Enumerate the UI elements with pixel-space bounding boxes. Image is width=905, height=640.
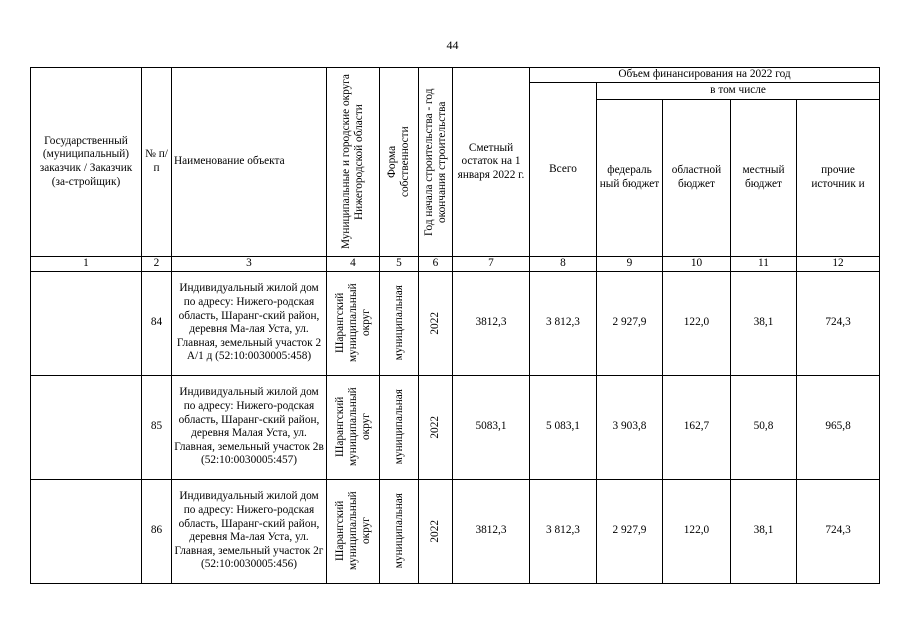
header-total: Всего xyxy=(530,83,597,257)
row-local: 38,1 xyxy=(731,479,797,583)
row-num: 86 xyxy=(142,479,172,583)
header-municipality: Муниципальные и городские округа Нижегородской области xyxy=(340,74,365,250)
header-other: прочие источник и xyxy=(797,100,880,257)
header-ownership: Форма собственности xyxy=(386,126,411,198)
row-years: 2022 xyxy=(429,415,441,439)
row-local: 38,1 xyxy=(731,271,797,375)
col-num-8: 8 xyxy=(530,257,597,272)
column-number-row xyxy=(31,257,880,272)
row-regional: 122,0 xyxy=(663,479,731,583)
table-row xyxy=(31,479,880,583)
row-regional: 162,7 xyxy=(663,375,731,479)
row-municipality: Шарангский муниципальный округ xyxy=(333,283,372,363)
header-num: № п/п xyxy=(142,68,172,257)
header-row-1 xyxy=(31,68,880,83)
header-years: Год начала строительства - год окончания строительства xyxy=(422,88,448,236)
row-object: Индивидуальный жилой дом по адресу: Нижего-родская область, Шаранг-ский район, деревня Ма-лая Уста, ул. Главная, земельный участок 2 А/1 д (52:10:0030005:458) xyxy=(172,271,327,375)
row-other: 724,3 xyxy=(797,271,880,375)
header-ownership-cell xyxy=(380,68,419,257)
row-num: 84 xyxy=(142,271,172,375)
row-estimate: 3812,3 xyxy=(453,271,530,375)
financing-table xyxy=(30,67,880,584)
row-estimate: 5083,1 xyxy=(453,375,530,479)
row-num: 85 xyxy=(142,375,172,479)
row-ownership-cell xyxy=(380,375,419,479)
header-funding-group: Объем финансирования на 2022 год xyxy=(530,68,880,83)
row-object: Индивидуальный жилой дом по адресу: Нижего-родская область, Шаранг-ский район, деревня Малая Уста, ул. Главная, земельный участок 2в (52:10:0030005:457) xyxy=(172,375,327,479)
row-estimate: 3812,3 xyxy=(453,479,530,583)
row-municipality: Шарангский муниципальный округ xyxy=(333,387,372,467)
header-including: в том числе xyxy=(597,83,880,100)
page-number: 44 xyxy=(446,38,459,52)
row-customer xyxy=(31,375,142,479)
row-municipality: Шарангский муниципальный округ xyxy=(333,491,372,571)
header-estimate: Сметный остаток на 1 января 2022 г. xyxy=(453,68,530,257)
col-num-1: 1 xyxy=(31,257,142,272)
row-customer xyxy=(31,271,142,375)
row-object: Индивидуальный жилой дом по адресу: Нижего-родская область, Шаранг-ский район, деревня Ма-лая Уста, ул. Главная, земельный участок 2г (52:10:0030005:456) xyxy=(172,479,327,583)
row-ownership: муниципальная xyxy=(392,285,405,361)
row-ownership-cell xyxy=(380,479,419,583)
col-num-11: 11 xyxy=(731,257,797,272)
header-municipality-cell xyxy=(327,68,380,257)
header-customer: Государственный (муниципальный) заказчик / Заказчик (за-стройщик) xyxy=(31,68,142,257)
row-local: 50,8 xyxy=(731,375,797,479)
row-municipality-cell xyxy=(327,479,380,583)
row-total: 3 812,3 xyxy=(530,479,597,583)
row-customer xyxy=(31,479,142,583)
row-other: 724,3 xyxy=(797,479,880,583)
col-num-7: 7 xyxy=(453,257,530,272)
row-ownership-cell xyxy=(380,271,419,375)
col-num-12: 12 xyxy=(797,257,880,272)
header-years-cell xyxy=(419,68,453,257)
col-num-9: 9 xyxy=(597,257,663,272)
row-total: 5 083,1 xyxy=(530,375,597,479)
row-municipality-cell xyxy=(327,271,380,375)
row-federal: 3 903,8 xyxy=(597,375,663,479)
table-row xyxy=(31,271,880,375)
row-municipality-cell xyxy=(327,375,380,479)
row-years-cell xyxy=(419,375,453,479)
header-regional: областной бюджет xyxy=(663,100,731,257)
col-num-6: 6 xyxy=(419,257,453,272)
row-years: 2022 xyxy=(429,519,441,543)
row-other: 965,8 xyxy=(797,375,880,479)
header-federal: федераль ный бюджет xyxy=(597,100,663,257)
row-years-cell xyxy=(419,479,453,583)
row-ownership: муниципальная xyxy=(392,389,405,465)
table-row xyxy=(31,375,880,479)
col-num-2: 2 xyxy=(142,257,172,272)
col-num-5: 5 xyxy=(380,257,419,272)
row-ownership: муниципальная xyxy=(392,493,405,569)
row-federal: 2 927,9 xyxy=(597,479,663,583)
header-object: Наименование объекта xyxy=(172,68,327,257)
row-years-cell xyxy=(419,271,453,375)
col-num-4: 4 xyxy=(327,257,380,272)
header-local: местный бюджет xyxy=(731,100,797,257)
col-num-3: 3 xyxy=(172,257,327,272)
row-regional: 122,0 xyxy=(663,271,731,375)
row-federal: 2 927,9 xyxy=(597,271,663,375)
row-total: 3 812,3 xyxy=(530,271,597,375)
row-years: 2022 xyxy=(429,311,441,335)
col-num-10: 10 xyxy=(663,257,731,272)
